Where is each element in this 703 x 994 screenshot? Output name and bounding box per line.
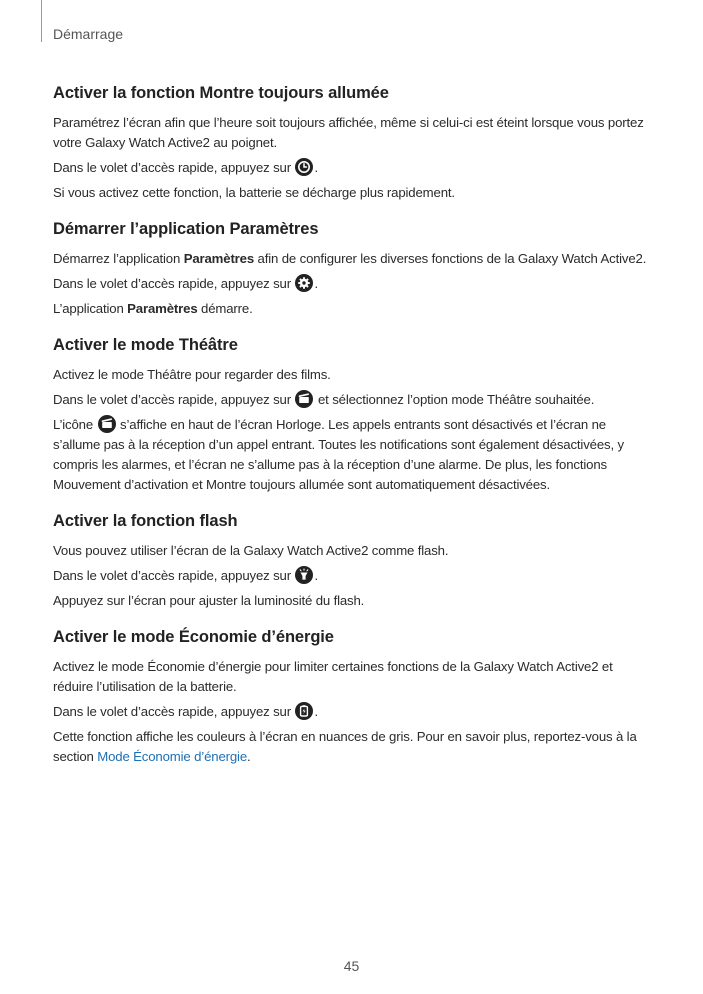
section-title: Activer le mode Théâtre [53, 336, 238, 354]
chapter-title: Démarrage [53, 26, 124, 42]
text: L’application [53, 301, 128, 316]
section-title: Activer la fonction Montre toujours allumée [53, 84, 389, 102]
section-settings-app [53, 218, 653, 319]
paragraph [53, 274, 653, 294]
theater-icon [295, 390, 313, 408]
text: Cette fonction affiche les couleurs à l’écran en nuances de gris. Pour en savoir plus, reportez-vous à la section [53, 729, 637, 764]
text: s’affiche en haut de l’écran Horloge. Les appels entrants sont désactivés et l’écran ne s’allume pas à la réception d’un appel entrant. Toutes les notifications sont également désactivées, y compris les alarmes, et l’écran ne s’allume pas à la réception d’une alarme. De plus, les fonctions Mouvement d’activation et Montre toujours allumée sont automatiquement désactivées. [53, 417, 624, 492]
bold-text: Paramètres [183, 251, 255, 266]
text: Dans le volet d’accès rapide, appuyez sur [53, 704, 295, 719]
text: . [247, 749, 251, 764]
text: . [314, 568, 318, 583]
paragraph [53, 299, 653, 319]
paragraph: Activez le mode Théâtre pour regarder des films. [53, 367, 331, 382]
margin-rule [41, 0, 42, 42]
paragraph [53, 390, 653, 410]
text: Dans le volet d’accès rapide, appuyez sur [53, 160, 295, 175]
text: Dans le volet d’accès rapide, appuyez sur [53, 568, 295, 583]
clock-icon [295, 158, 313, 176]
text: L’icône [53, 417, 97, 432]
text: . [314, 276, 318, 291]
paragraph [53, 566, 653, 586]
text: . [314, 704, 318, 719]
section-title: Démarrer l’application Paramètres [53, 220, 319, 238]
paragraph [53, 415, 653, 495]
theater-icon [98, 415, 116, 433]
paragraph [53, 158, 653, 178]
text: et sélectionnez l’option mode Théâtre souhaitée. [314, 392, 595, 407]
section-title: Activer la fonction flash [53, 512, 238, 530]
text: Démarrez l’application [53, 251, 184, 266]
text: Dans le volet d’accès rapide, appuyez sur [53, 276, 295, 291]
paragraph [53, 727, 653, 767]
section-flashlight [53, 510, 653, 611]
flashlight-icon [295, 566, 313, 584]
power-saving-icon [295, 702, 313, 720]
paragraph: Vous pouvez utiliser l’écran de la Galaxy Watch Active2 comme flash. [53, 543, 449, 558]
section-theater-mode [53, 334, 653, 495]
gear-icon [295, 274, 313, 292]
section-title: Activer le mode Économie d’énergie [53, 628, 334, 646]
page-content [53, 82, 653, 782]
section-always-on-display [53, 82, 653, 203]
paragraph: Si vous activez cette fonction, la batterie se décharge plus rapidement. [53, 185, 455, 200]
text: . [314, 160, 318, 175]
text: démarre. [197, 301, 253, 316]
text: afin de configurer les diverses fonctions de la Galaxy Watch Active2. [254, 251, 647, 266]
section-power-saving [53, 626, 653, 767]
power-saving-mode-link[interactable]: Mode Économie d’énergie [97, 749, 248, 764]
page-number: 45 [343, 958, 360, 974]
bold-text: Paramètres [127, 301, 198, 316]
paragraph: Paramétrez l’écran afin que l’heure soit toujours affichée, même si celui-ci est éteint lorsque vous portez votre Galaxy Watch Active2 au poignet. [53, 115, 644, 150]
paragraph [53, 702, 653, 722]
paragraph [53, 249, 653, 269]
text: Dans le volet d’accès rapide, appuyez sur [53, 392, 295, 407]
paragraph: Activez le mode Économie d’énergie pour limiter certaines fonctions de la Galaxy Watch Active2 et réduire l’utilisation de la batterie. [53, 659, 613, 694]
paragraph: Appuyez sur l’écran pour ajuster la luminosité du flash. [53, 593, 365, 608]
